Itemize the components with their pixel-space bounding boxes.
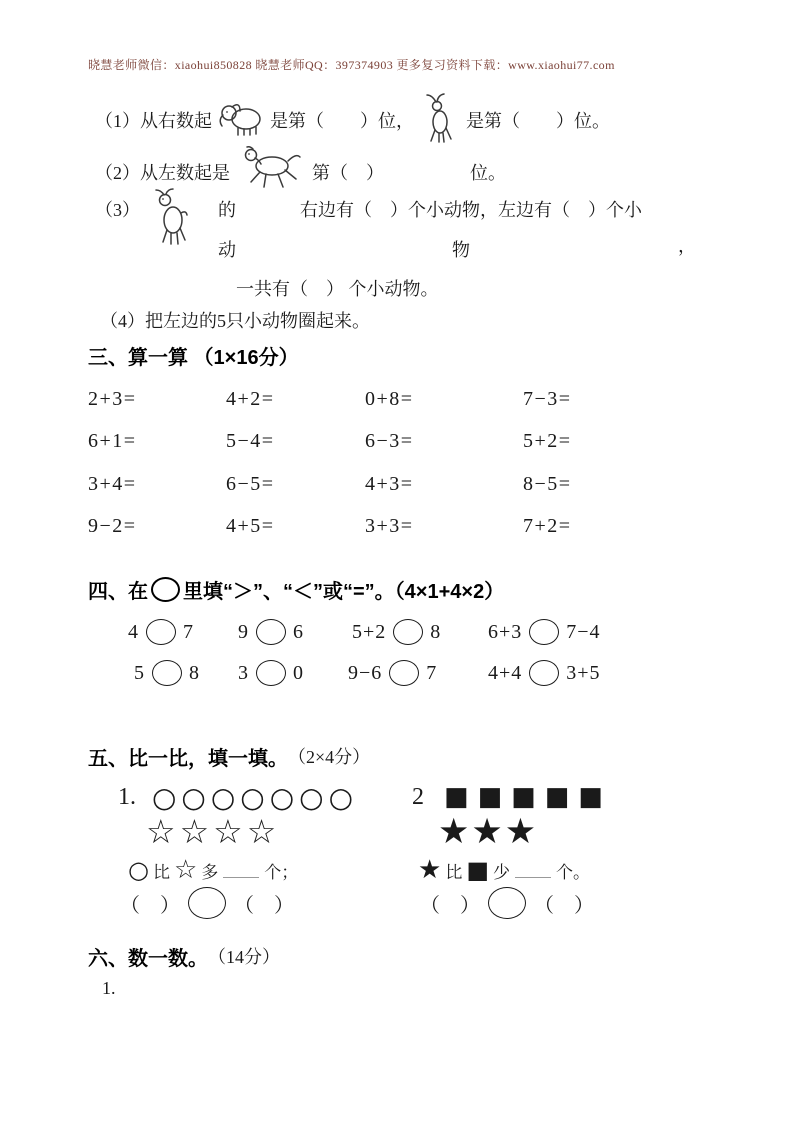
section-5-score: （2×4分） xyxy=(288,747,371,767)
compare-right: 7 xyxy=(426,661,438,684)
question-3-dong: 动 xyxy=(218,240,236,260)
question-1-mid: 是第（ ）位， xyxy=(270,111,414,131)
caption-text: 个； xyxy=(264,862,299,882)
compare-left: 3 xyxy=(238,661,249,684)
math-problem: 2+3= xyxy=(88,388,137,410)
outline-stars-row: ☆☆☆☆ xyxy=(146,812,281,851)
caption-text: 多 xyxy=(201,862,219,882)
math-problem: 3+3= xyxy=(365,515,414,537)
compare-left: 4+4 xyxy=(488,661,523,684)
deer-icon xyxy=(420,93,460,148)
section-6-item-1: 1. xyxy=(102,978,116,998)
compare-right: 0 xyxy=(293,661,304,684)
paren-blank: （ ） xyxy=(534,894,594,917)
compare-left: 9 xyxy=(238,620,249,643)
item-1-number: 1. xyxy=(118,784,136,810)
compare-right: 8 xyxy=(189,661,200,684)
question-3-wu: 物 xyxy=(452,240,470,260)
answer-circle xyxy=(146,619,176,645)
caption-text: 比 xyxy=(445,862,463,882)
compare-left: 5+2 xyxy=(352,620,387,643)
math-problem: 4+2= xyxy=(226,388,275,410)
paren-blank: （ ） xyxy=(420,894,480,917)
math-problem: 6−5= xyxy=(226,473,275,495)
circle-icon: ○ xyxy=(128,856,149,884)
paren-blank: （ ） xyxy=(234,894,294,917)
question-2-mid: 第（ ） xyxy=(312,163,384,183)
filled-star-icon: ★ xyxy=(418,855,442,885)
math-problem: 4+5= xyxy=(226,515,275,537)
header-contact-line: 晓慧老师微信：xiaohui850828 晓慧老师QQ：397374903 更多复习资料下载：www.xiaohui77.com xyxy=(88,58,615,72)
section-6-title: 六、数一数。 xyxy=(88,947,208,970)
answer-circle xyxy=(393,619,423,645)
question-3-line2: 一共有（ ） 个小动物。 xyxy=(236,279,439,299)
math-problem: 8−5= xyxy=(523,473,572,495)
compare-left: 5 xyxy=(134,661,145,684)
question-2-prefix: （2）从左数起是 xyxy=(95,163,230,183)
question-1-suffix: 是第（ ）位。 xyxy=(466,111,610,131)
answer-circle xyxy=(488,887,526,919)
math-problem: 4+3= xyxy=(365,473,414,495)
math-problem: 7+2= xyxy=(523,515,572,537)
caption-text: 少 xyxy=(493,862,510,882)
horse-icon xyxy=(238,144,304,201)
question-4-text: （4）把左边的5只小动物圈起来。 xyxy=(100,311,370,331)
question-3-number: （3） xyxy=(95,200,140,220)
math-problem: 7−3= xyxy=(523,388,572,410)
question-3-comma: ， xyxy=(678,236,696,256)
filled-square-icon: ■ xyxy=(466,856,489,884)
compare-left: 6+3 xyxy=(488,620,523,643)
answer-blank xyxy=(515,862,551,878)
question-2-suffix: 位。 xyxy=(470,163,506,183)
math-problem: 5+2= xyxy=(523,430,572,452)
question-3-line1: 右边有（ ）个小动物，左边有（ ）个小 xyxy=(300,200,642,220)
item-2-number: 2 xyxy=(412,784,424,810)
outline-star-icon: ☆ xyxy=(173,855,198,885)
caption-text: 个。 xyxy=(556,862,590,882)
answer-blank xyxy=(223,862,259,878)
compare-right: 3+5 xyxy=(566,661,601,684)
section-3-title: 三、算一算 （1×16分） xyxy=(88,347,299,369)
question-3-de: 的 xyxy=(218,200,236,220)
compare-right: 8 xyxy=(430,620,442,643)
square-shapes-row: ■■■■■ xyxy=(444,782,612,812)
goat-icon xyxy=(150,188,198,251)
circle-shapes-row: ○○○○○○○ xyxy=(152,781,359,814)
answer-circle xyxy=(529,619,559,645)
math-problem: 5−4= xyxy=(226,430,275,452)
answer-circle xyxy=(389,660,419,686)
compare-left: 4 xyxy=(128,620,139,643)
compare-left: 9−6 xyxy=(348,661,383,684)
answer-circle xyxy=(529,660,559,686)
compare-right: 7 xyxy=(183,620,194,643)
filled-stars-row: ★★★ xyxy=(438,812,539,852)
answer-circle xyxy=(256,619,286,645)
caption-text: 比 xyxy=(152,862,170,882)
answer-circle xyxy=(152,660,182,686)
compare-right: 7−4 xyxy=(566,620,601,643)
answer-circle xyxy=(256,660,286,686)
elephant-icon xyxy=(216,98,266,143)
section-4-title-pre: 四、在 xyxy=(88,580,148,603)
question-1-prefix: （1）从右数起 xyxy=(95,111,212,131)
math-problem: 6+1= xyxy=(88,430,137,452)
math-problem: 6−3= xyxy=(365,430,414,452)
fill-circle-shape xyxy=(151,577,180,602)
section-6-score: （14分） xyxy=(208,947,280,967)
answer-circle xyxy=(188,887,226,919)
math-problem: 9−2= xyxy=(88,515,137,537)
paren-blank: （ ） xyxy=(120,894,180,917)
section-4-title-post: 里填“＞”、“＜”或“=”。（4×1+4×2） xyxy=(183,580,505,603)
math-problem: 0+8= xyxy=(365,388,414,410)
math-problem: 3+4= xyxy=(88,473,137,495)
compare-right: 6 xyxy=(293,620,304,643)
section-5-title: 五、比一比，填一填。 xyxy=(88,747,288,770)
